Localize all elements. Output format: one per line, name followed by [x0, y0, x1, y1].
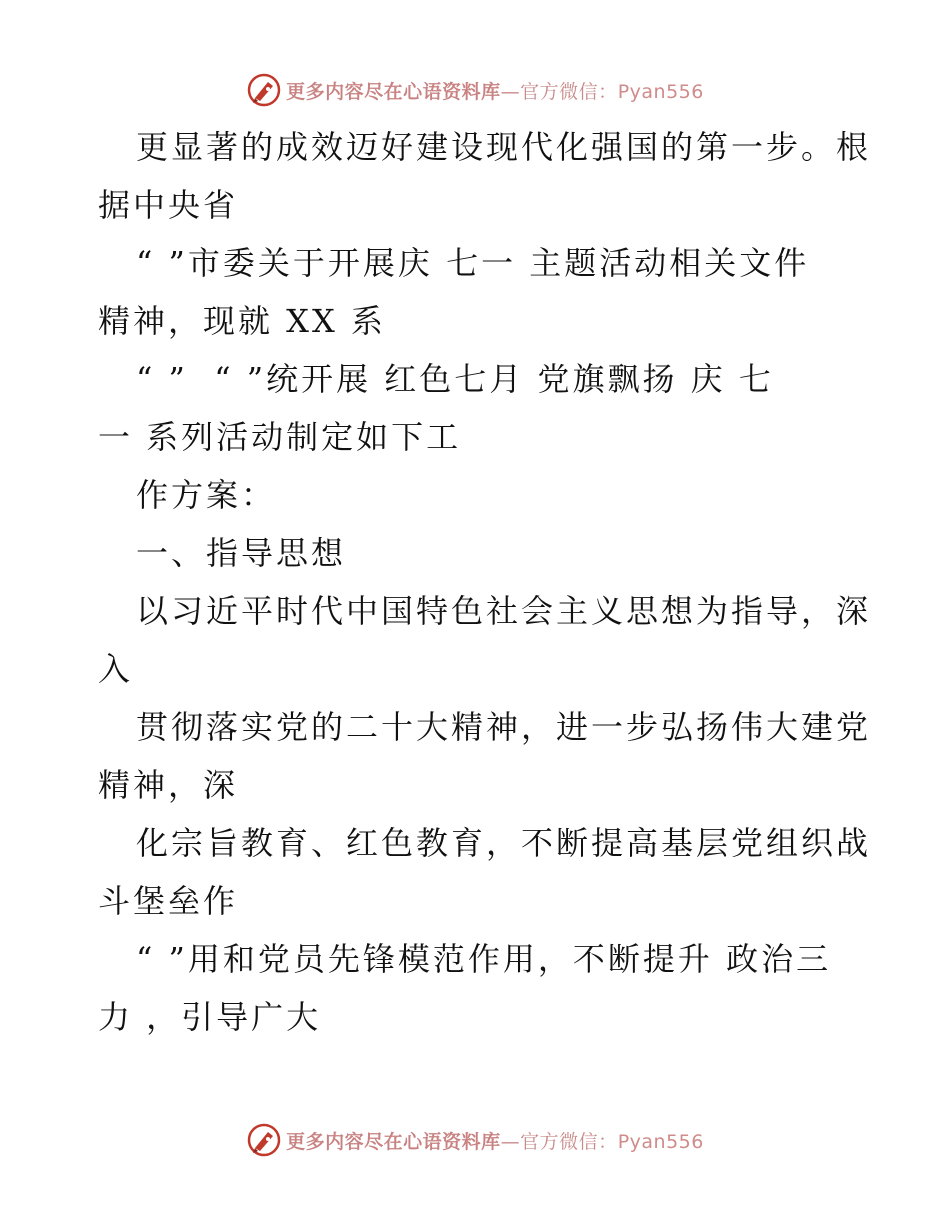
header-dash: —: [500, 80, 521, 103]
header-wechat-label: 官方微信：: [520, 80, 618, 103]
document-body: [98, 118, 872, 1046]
text-line: 以习近平时代中国特色社会主义思想为指导，深: [136, 592, 872, 630]
header-wechat-id: Pyan556: [617, 80, 704, 103]
text-line: 作方案：: [136, 476, 277, 514]
pen-nib-circle-icon: [246, 72, 282, 108]
text-line: “ ”用和党员先锋模范作用，不断提升 政治三: [136, 940, 832, 978]
footer-dash: —: [500, 1130, 521, 1153]
text-line: 精神，现就 XX 系: [98, 302, 386, 340]
text-line: 精神，深: [98, 766, 239, 804]
text-line: 力 ，引导广大: [98, 998, 322, 1036]
header-text: [286, 77, 704, 104]
text-line: 一 系列活动制定如下工: [98, 418, 462, 456]
footer-banner: [0, 1120, 950, 1160]
text-line: “ ” “ ”统开展 红色七月 党旗飘扬 庆 七: [136, 360, 774, 398]
text-line: 入: [98, 650, 134, 688]
text-line: 斗堡垒作: [98, 882, 239, 920]
footer-wechat-label: 官方微信：: [520, 1130, 618, 1153]
footer-text: [286, 1127, 704, 1154]
section-heading: 一、指导思想: [136, 534, 347, 572]
text-line: 贯彻落实党的二十大精神，进一步弘扬伟大建党: [136, 708, 872, 746]
text-line: “ ”市委关于开展庆 七一 主题活动相关文件: [136, 244, 810, 282]
footer-wechat-id: Pyan556: [617, 1130, 704, 1153]
pen-nib-circle-icon: [246, 1122, 282, 1158]
text-line: 化宗旨教育、红色教育，不断提高基层党组织战: [136, 824, 872, 862]
text-line: 更显著的成效迈好建设现代化强国的第一步。根: [136, 128, 872, 166]
header-main-text: 更多内容尽在心语资料库: [286, 80, 501, 103]
text-line: 据中央省: [98, 186, 239, 224]
footer-main-text: 更多内容尽在心语资料库: [286, 1130, 501, 1153]
header-banner: [0, 70, 950, 110]
